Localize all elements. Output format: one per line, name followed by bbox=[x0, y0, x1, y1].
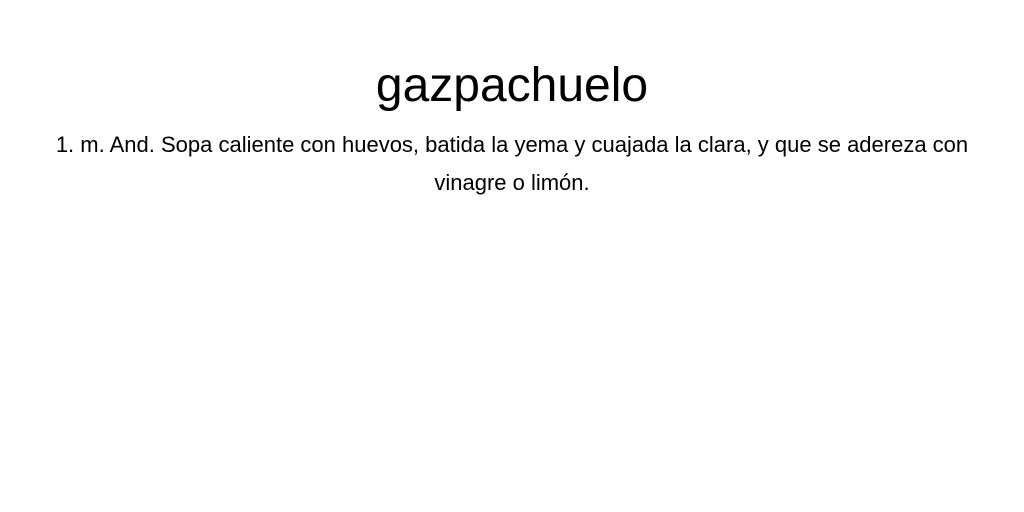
definition: 1. m. And. Sopa caliente con huevos, batida la yema y cuajada la clara, y que se adereza con vinagre o limón. bbox=[55, 132, 969, 195]
dictionary-entry bbox=[0, 0, 1024, 202]
headword: gazpachuelo bbox=[375, 59, 649, 112]
